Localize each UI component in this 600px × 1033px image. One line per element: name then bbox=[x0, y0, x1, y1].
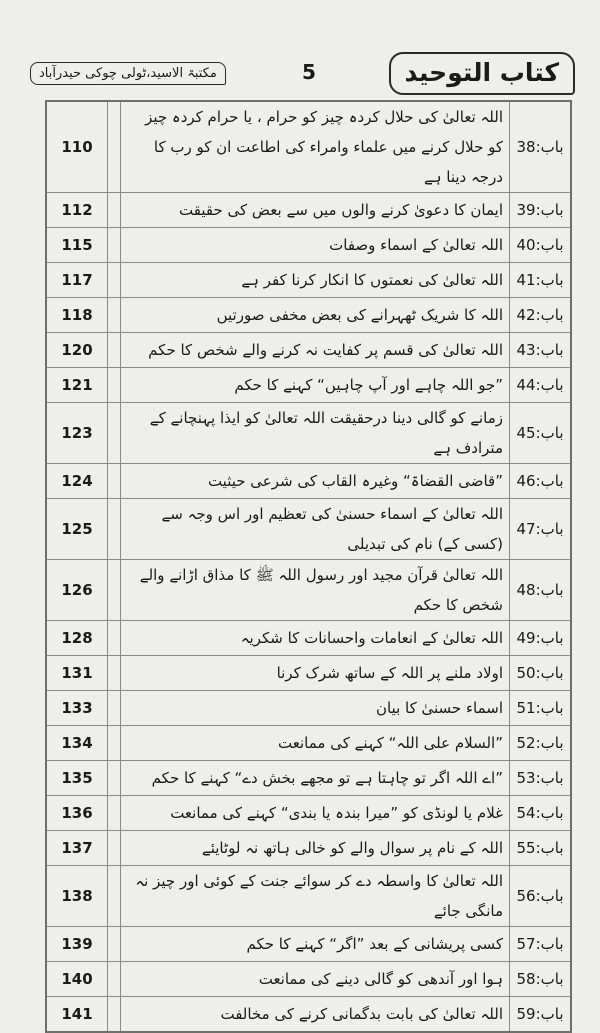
toc-row bbox=[46, 831, 571, 866]
toc-label: باب:47 bbox=[510, 499, 572, 560]
toc-label: باب:52 bbox=[510, 726, 572, 761]
toc-page: 115 bbox=[46, 228, 108, 263]
toc-label: باب:59 bbox=[510, 997, 572, 1033]
toc-title: اللہ تعالیٰ کی قسم پر کفایت نہ کرنے والے شخص کا حکم bbox=[121, 333, 510, 368]
toc-row bbox=[46, 298, 571, 333]
toc-label: باب:48 bbox=[510, 560, 572, 621]
toc-row bbox=[46, 621, 571, 656]
toc-title: ”السلام علی اللہ“ کہنے کی ممانعت bbox=[121, 726, 510, 761]
toc-page: 133 bbox=[46, 691, 108, 726]
toc-page: 134 bbox=[46, 726, 108, 761]
toc-blank-cell bbox=[108, 464, 121, 499]
toc-title: ”قاضی القضاۃ“ وغیرہ القاب کی شرعی حیثیت bbox=[121, 464, 510, 499]
toc-row bbox=[46, 656, 571, 691]
toc-page: 125 bbox=[46, 499, 108, 560]
toc-row bbox=[46, 499, 571, 560]
toc-label: باب:53 bbox=[510, 761, 572, 796]
toc-row bbox=[46, 691, 571, 726]
toc-body bbox=[46, 101, 571, 1032]
toc-page: 135 bbox=[46, 761, 108, 796]
table-of-contents bbox=[45, 100, 572, 1033]
toc-blank-cell bbox=[108, 193, 121, 228]
toc-label: باب:57 bbox=[510, 927, 572, 962]
toc-title: زمانے کو گالی دینا درحقیقت اللہ تعالیٰ کو ایذا پہنچانے کے مترادف ہے bbox=[121, 403, 510, 464]
toc-row bbox=[46, 101, 571, 193]
toc-blank-cell bbox=[108, 228, 121, 263]
toc-blank-cell bbox=[108, 831, 121, 866]
toc-row bbox=[46, 560, 571, 621]
toc-blank-cell bbox=[108, 101, 121, 193]
toc-blank-cell bbox=[108, 621, 121, 656]
toc-label: باب:45 bbox=[510, 403, 572, 464]
toc-page: 136 bbox=[46, 796, 108, 831]
toc-blank-cell bbox=[108, 499, 121, 560]
toc-page: 126 bbox=[46, 560, 108, 621]
toc-title: اللہ تعالیٰ کا واسطہ دے کر سوائے جنت کے کوئی اور چیز نہ مانگی جائے bbox=[121, 866, 510, 927]
toc-title: کسی پریشانی کے بعد ”اگر“ کہنے کا حکم bbox=[121, 927, 510, 962]
toc-title: اللہ تعالیٰ کے اسماء حسنیٰ کی تعظیم اور اس وجہ سے (کسی کے) نام کی تبدیلی bbox=[121, 499, 510, 560]
toc-label: باب:49 bbox=[510, 621, 572, 656]
toc-title: اللہ تعالیٰ قرآن مجید اور رسول اللہ ﷺ کا مذاق اڑانے والے شخص کا حکم bbox=[121, 560, 510, 621]
toc-blank-cell bbox=[108, 263, 121, 298]
toc-label: باب:44 bbox=[510, 368, 572, 403]
toc-label: باب:56 bbox=[510, 866, 572, 927]
toc-row bbox=[46, 761, 571, 796]
toc-blank-cell bbox=[108, 927, 121, 962]
toc-label: باب:50 bbox=[510, 656, 572, 691]
toc-label: باب:46 bbox=[510, 464, 572, 499]
toc-row bbox=[46, 796, 571, 831]
toc-label: باب:55 bbox=[510, 831, 572, 866]
toc-page: 123 bbox=[46, 403, 108, 464]
toc-title: اللہ تعالیٰ کے اسماء وصفات bbox=[121, 228, 510, 263]
toc-row bbox=[46, 193, 571, 228]
toc-label: باب:41 bbox=[510, 263, 572, 298]
toc-label: باب:58 bbox=[510, 962, 572, 997]
toc-title: اللہ تعالیٰ کی نعمتوں کا انکار کرنا کفر ہے bbox=[121, 263, 510, 298]
toc-blank-cell bbox=[108, 997, 121, 1033]
toc-page: 120 bbox=[46, 333, 108, 368]
publisher-name: مکتبۃ الاسید،ٹولی چوکی حیدرآباد bbox=[30, 62, 226, 85]
toc-title: اللہ کے نام پر سوال والے کو خالی ہاتھ نہ لوٹایئے bbox=[121, 831, 510, 866]
toc-title: ایمان کا دعویٰ کرنے والوں میں سے بعض کی حقیقت bbox=[121, 193, 510, 228]
toc-blank-cell bbox=[108, 368, 121, 403]
toc-row bbox=[46, 927, 571, 962]
toc-label: باب:43 bbox=[510, 333, 572, 368]
toc-row bbox=[46, 228, 571, 263]
toc-title: ہوا اور آندھی کو گالی دینے کی ممانعت bbox=[121, 962, 510, 997]
toc-row bbox=[46, 726, 571, 761]
toc-label: باب:54 bbox=[510, 796, 572, 831]
toc-label: باب:38 bbox=[510, 101, 572, 193]
toc-row bbox=[46, 368, 571, 403]
toc-title: غلام یا لونڈی کو ”میرا بندہ یا بندی“ کہنے کی ممانعت bbox=[121, 796, 510, 831]
toc-row bbox=[46, 403, 571, 464]
toc-title: اللہ تعالیٰ کی بابت بدگمانی کرنے کی مخالفت bbox=[121, 997, 510, 1033]
toc-page: 112 bbox=[46, 193, 108, 228]
toc-row bbox=[46, 464, 571, 499]
toc-label: باب:51 bbox=[510, 691, 572, 726]
toc-page: 138 bbox=[46, 866, 108, 927]
toc-title: ”جو اللہ چاہے اور آپ چاہیں“ کہنے کا حکم bbox=[121, 368, 510, 403]
toc-blank-cell bbox=[108, 333, 121, 368]
toc-blank-cell bbox=[108, 726, 121, 761]
toc-blank-cell bbox=[108, 691, 121, 726]
toc-page: 131 bbox=[46, 656, 108, 691]
toc-row bbox=[46, 962, 571, 997]
toc-title: اولاد ملنے پر اللہ کے ساتھ شرک کرنا bbox=[121, 656, 510, 691]
toc-title: اللہ کا شریک ٹھہرانے کی بعض مخفی صورتیں bbox=[121, 298, 510, 333]
page-number: 5 bbox=[302, 60, 316, 84]
toc-title: اللہ تعالیٰ کی حلال کردہ چیز کو حرام ، یا حرام کردہ چیز کو حلال کرنے میں علماء وامراء کی اطاعت ان کو رب کا درجہ دینا ہے bbox=[121, 101, 510, 193]
toc-page: 110 bbox=[46, 101, 108, 193]
toc-page: 121 bbox=[46, 368, 108, 403]
toc-page: 118 bbox=[46, 298, 108, 333]
toc-row bbox=[46, 866, 571, 927]
toc-page: 140 bbox=[46, 962, 108, 997]
toc-blank-cell bbox=[108, 761, 121, 796]
toc-title: اللہ تعالیٰ کے انعامات واحسانات کا شکریہ bbox=[121, 621, 510, 656]
toc-blank-cell bbox=[108, 962, 121, 997]
toc-title: اسماء حسنیٰ کا بیان bbox=[121, 691, 510, 726]
toc-page: 139 bbox=[46, 927, 108, 962]
toc-row bbox=[46, 263, 571, 298]
toc-row bbox=[46, 333, 571, 368]
toc-blank-cell bbox=[108, 866, 121, 927]
toc-label: باب:42 bbox=[510, 298, 572, 333]
toc-page: 137 bbox=[46, 831, 108, 866]
toc-label: باب:39 bbox=[510, 193, 572, 228]
book-title: كتاب التوحيد bbox=[389, 52, 575, 95]
toc-row bbox=[46, 997, 571, 1033]
toc-blank-cell bbox=[108, 403, 121, 464]
toc-blank-cell bbox=[108, 796, 121, 831]
toc-title: ”اے اللہ اگر تو چاہتا ہے تو مجھے بخش دے“ کہنے کا حکم bbox=[121, 761, 510, 796]
toc-blank-cell bbox=[108, 298, 121, 333]
page-header bbox=[30, 52, 575, 96]
toc-blank-cell bbox=[108, 560, 121, 621]
toc-blank-cell bbox=[108, 656, 121, 691]
toc-page: 117 bbox=[46, 263, 108, 298]
toc-page: 128 bbox=[46, 621, 108, 656]
toc-label: باب:40 bbox=[510, 228, 572, 263]
toc-page: 141 bbox=[46, 997, 108, 1033]
toc-page: 124 bbox=[46, 464, 108, 499]
